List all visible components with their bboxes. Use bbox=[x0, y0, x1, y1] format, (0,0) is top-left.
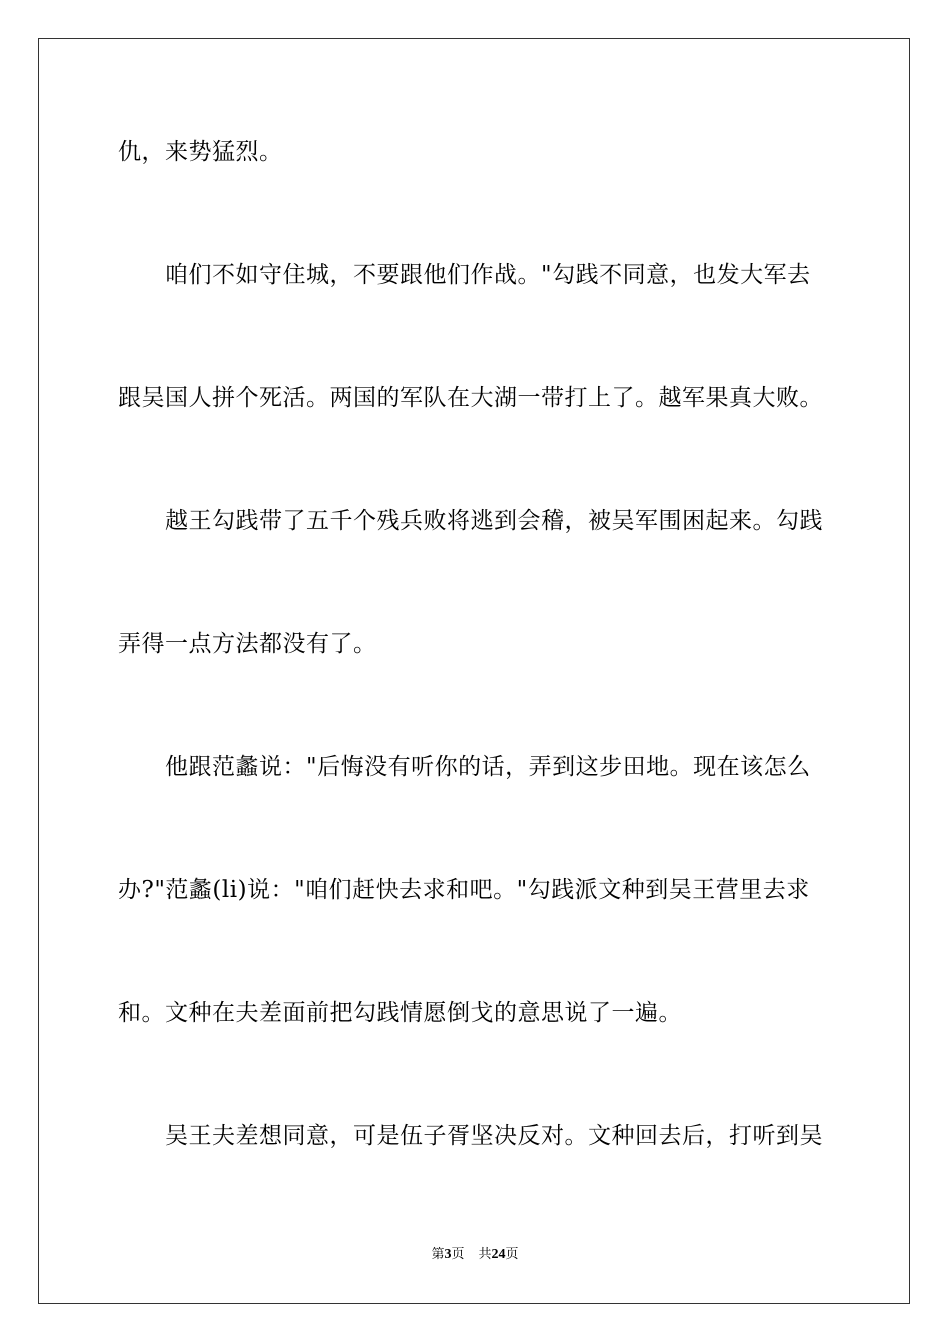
text-line-4: 越王勾践带了五千个残兵败将逃到会稽，被吴军围困起来。勾践 bbox=[165, 508, 823, 534]
total-prefix: 共 bbox=[478, 1247, 492, 1262]
text-line-7: 办?"范蠡(li)说："咱们赶快去求和吧。"勾践派文种到吴王营里去求 bbox=[118, 877, 810, 903]
page-number: 3 bbox=[444, 1247, 452, 1262]
text-line-6: 他跟范蠡说："后悔没有听你的话，弄到这步田地。现在该怎么 bbox=[165, 754, 811, 780]
text-line-3: 跟吴国人拼个死活。两国的军队在大湖一带打上了。越军果真大败。 bbox=[118, 385, 823, 411]
text-line-9: 吴王夫差想同意，可是伍子胥坚决反对。文种回去后，打听到吴 bbox=[165, 1123, 823, 1149]
text-line-2: 咱们不如守住城，不要跟他们作战。"勾践不同意，也发大军去 bbox=[165, 262, 811, 288]
page-prefix: 第 bbox=[431, 1247, 445, 1262]
page-footer bbox=[0, 1245, 950, 1265]
page-border bbox=[38, 38, 910, 1304]
page-suffix: 页 bbox=[451, 1247, 465, 1262]
text-line-8: 和。文种在夫差面前把勾践情愿倒戈的意思说了一遍。 bbox=[118, 1000, 682, 1026]
text-line-5: 弄得一点方法都没有了。 bbox=[118, 631, 377, 657]
total-pages: 24 bbox=[491, 1247, 506, 1262]
text-line-1: 仇，来势猛烈。 bbox=[118, 139, 283, 165]
total-suffix: 页 bbox=[505, 1247, 519, 1262]
